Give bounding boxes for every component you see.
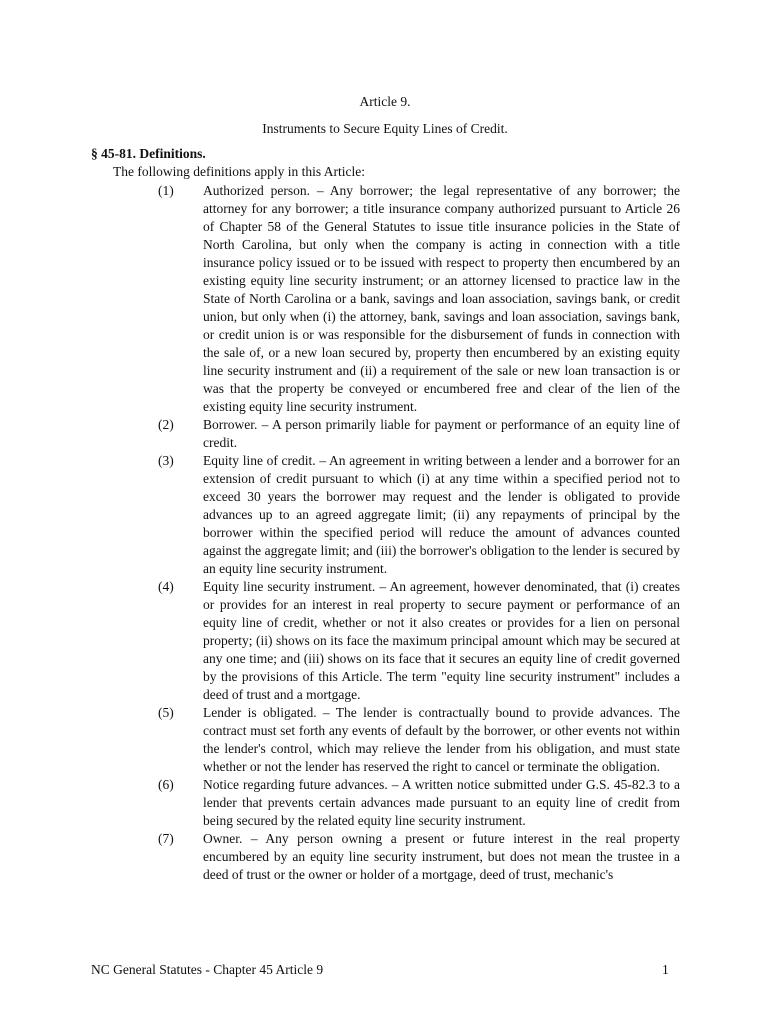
definition-item xyxy=(0,830,770,884)
footer-source: NC General Statutes - Chapter 45 Article 9 xyxy=(91,962,324,977)
intro-text: The following definitions apply in this Article: xyxy=(113,164,365,179)
definition-text: Notice regarding future advances. – A written notice submitted under G.S. 45-82.3 to a lender that prevents certain advances made pursuant to an equity line of credit from being secured by the related equity line security instrument. xyxy=(203,777,680,828)
definition-number: (1) xyxy=(158,183,174,198)
definition-item xyxy=(0,416,770,452)
section-heading: § 45-81. Definitions. xyxy=(91,146,206,161)
definition-text: Equity line of credit. – An agreement in writing between a lender and a borrower for an extension of credit pursuant to which (i) at any time within a specified period not to exceed 30 years the borrower may request and the lender is obligated to provide advances up to an agreed aggregate limit; (ii) any repayments of principal by the borrower within the specified period will reduce the amount of advances counted against the aggregate limit; and (iii) the borrower's obligation to the lender is secured by an equity line security instrument. xyxy=(203,453,680,576)
definition-number: (6) xyxy=(158,777,174,792)
definitions-list xyxy=(0,182,770,884)
definition-number: (2) xyxy=(158,417,174,432)
definition-text: Lender is obligated. – The lender is contractually bound to provide advances. The contract must set forth any events of default by the borrower, or other events not within the lender's control, which may relieve the lender from his obligation, and must state whether or not the lender has reserved the right to cancel or terminate the obligation. xyxy=(203,705,680,774)
definition-text: Borrower. – A person primarily liable for payment or performance of an equity line of credit. xyxy=(203,417,680,450)
definition-item xyxy=(0,704,770,776)
page-number: 1 xyxy=(662,962,669,977)
definition-item xyxy=(0,452,770,578)
definition-item xyxy=(0,776,770,830)
article-title: Instruments to Secure Equity Lines of Credit. xyxy=(262,121,508,136)
definition-number: (3) xyxy=(158,453,174,468)
article-number: Article 9. xyxy=(359,94,411,109)
definition-number: (5) xyxy=(158,705,174,720)
definition-text: Authorized person. – Any borrower; the legal representative of any borrower; the attorney for any borrower; a title insurance company authorized pursuant to Article 26 of Chapter 58 of the General Statutes to issue title insurance policies in the State of North Carolina, but only when the company is acting in connection with a title insurance policy issued or to be issued with respect to property then encumbered by an existing equity line security instrument; or an attorney licensed to practice law in the State of North Carolina or a bank, savings and loan association, savings bank, or credit union, but only when (i) the attorney, bank, savings and loan association, savings bank, or credit union is or was responsible for the disbursement of funds in connection with the sale of, or a new loan secured by, property then encumbered by an existing equity line security instrument and (ii) a requirement of the sale or new loan transaction is or was that the property be conveyed or encumbered free and clear of the lien of the existing equity line security instrument. xyxy=(203,183,680,414)
definition-number: (7) xyxy=(158,831,174,846)
definition-item xyxy=(0,182,770,416)
definition-item xyxy=(0,578,770,704)
definition-number: (4) xyxy=(158,579,174,594)
definition-text: Owner. – Any person owning a present or future interest in the real property encumbered by an equity line security instrument, but does not mean the trustee in a deed of trust or the owner or holder of a mortgage, deed of trust, mechanic's xyxy=(203,831,680,882)
definition-text: Equity line security instrument. – An agreement, however denominated, that (i) creates or provides for an interest in real property to secure payment or performance of an equity line of credit, whether or not it also creates or provides for a lien on personal property; (ii) shows on its face the maximum principal amount which may be secured at any one time; and (iii) shows on its face that it secures an equity line of credit governed by the provisions of this Article. The term "equity line security instrument" includes a deed of trust and a mortgage. xyxy=(203,579,680,702)
